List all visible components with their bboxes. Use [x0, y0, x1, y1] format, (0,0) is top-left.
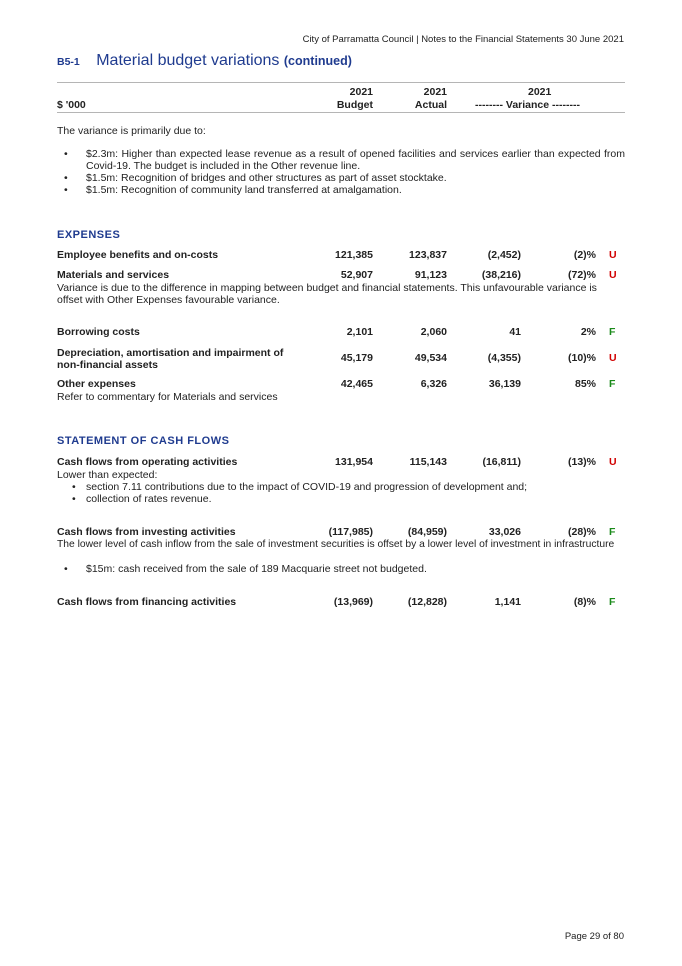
- col-budget-year: 2021: [349, 86, 373, 98]
- col-budget: Budget: [336, 99, 373, 111]
- cell-budget: 2,101: [346, 326, 373, 338]
- col-actual-year: 2021: [423, 86, 447, 98]
- cell-budget: 52,907: [340, 269, 373, 281]
- cashflows-heading: STATEMENT OF CASH FLOWS: [57, 435, 230, 447]
- cell-variance-pct: (72)%: [567, 269, 596, 281]
- header-rule-bottom: [57, 112, 625, 113]
- flag-favourable: F: [609, 526, 616, 538]
- operating-bullet-2: collection of rates revenue.: [86, 493, 212, 505]
- cell-actual: 91,123: [414, 269, 447, 281]
- col-actual: Actual: [414, 99, 447, 111]
- cell-actual: (84,959): [407, 526, 447, 538]
- flag-favourable: F: [609, 596, 616, 608]
- cell-actual: 6,326: [420, 378, 447, 390]
- revenue-bullet-1: $2.3m: Higher than expected lease revenue as a result of opened facilities and services earlier than expected from Covid-19. The budget is included in the Other revenue line.: [86, 148, 625, 172]
- cell-actual: 49,534: [414, 352, 447, 364]
- row-label: Cash flows from operating activities: [57, 456, 238, 468]
- bullet: •: [72, 493, 76, 505]
- section-title-suffix: (continued): [283, 54, 352, 68]
- revenue-bullet-2: $1.5m: Recognition of bridges and other structures as part of asset stocktake.: [86, 172, 447, 184]
- col-variance-year: 2021: [528, 86, 552, 98]
- cell-actual: 123,837: [409, 249, 447, 261]
- cell-variance-pct: 85%: [574, 378, 596, 390]
- revenue-bullet-3: $1.5m: Recognition of community land transferred at amalgamation.: [86, 184, 402, 196]
- revenue-intro: The variance is primarily due to:: [57, 125, 206, 137]
- cell-variance: 36,139: [488, 378, 521, 390]
- expenses-heading: EXPENSES: [57, 229, 121, 241]
- cell-variance-pct: (2)%: [573, 249, 596, 261]
- cell-variance: 33,026: [488, 526, 521, 538]
- flag-favourable: F: [609, 326, 616, 338]
- bullet: •: [64, 172, 68, 184]
- section-title: [57, 52, 352, 70]
- cell-variance-pct: (10)%: [567, 352, 596, 364]
- page-number: Page 29 of 80: [564, 931, 624, 942]
- running-header: City of Parramatta Council | Notes to the Financial Statements 30 June 2021: [302, 34, 624, 45]
- cell-variance: (2,452): [487, 249, 521, 261]
- bullet: •: [72, 481, 76, 493]
- row-note: Refer to commentary for Materials and services: [57, 391, 278, 403]
- row-label: Materials and services: [57, 269, 170, 281]
- col-variance: -------- Variance --------: [475, 99, 580, 111]
- cell-variance: (4,355): [487, 352, 521, 364]
- bullet: •: [64, 184, 68, 196]
- cell-variance-pct: 2%: [580, 326, 596, 338]
- bullet: •: [64, 563, 68, 575]
- flag-unfavourable: U: [609, 249, 617, 261]
- cell-budget: 45,179: [340, 352, 373, 364]
- investing-bullet-1: $15m: cash received from the sale of 189 Macquarie street not budgeted.: [86, 563, 427, 575]
- cell-variance-pct: (13)%: [567, 456, 596, 468]
- cell-budget: 42,465: [340, 378, 373, 390]
- cell-actual: (12,828): [407, 596, 447, 608]
- cell-actual: 2,060: [420, 326, 447, 338]
- row-label: Depreciation, amortisation and impairment of: [57, 347, 284, 359]
- row-label: Cash flows from investing activities: [57, 526, 236, 538]
- row-note: Variance is due to the difference in mapping between budget and financial statements. This unfavourable variance is offset with Other Expenses favourable variance.: [57, 282, 597, 306]
- cell-variance-pct: (28)%: [567, 526, 596, 538]
- bullet: •: [64, 148, 68, 160]
- row-note: The lower level of cash inflow from the sale of investment securities is offset by a lower level of investment in infrastructure: [57, 539, 615, 550]
- col-unit: $ '000: [57, 99, 86, 111]
- row-label-line2: non-financial assets: [57, 359, 158, 371]
- row-note: Lower than expected:: [57, 469, 158, 481]
- row-label: Employee benefits and on-costs: [57, 249, 219, 261]
- row-label: Other expenses: [57, 378, 136, 390]
- cell-variance: (38,216): [481, 269, 521, 281]
- row-label: Borrowing costs: [57, 326, 140, 338]
- section-number: B5-1: [57, 56, 80, 68]
- cell-budget: (13,969): [333, 596, 373, 608]
- operating-bullet-1: section 7.11 contributions due to the impact of COVID-19 and progression of development and;: [86, 481, 528, 493]
- cell-variance: 41: [509, 326, 521, 338]
- cell-actual: 115,143: [409, 456, 447, 468]
- flag-unfavourable: U: [609, 456, 617, 468]
- section-title-text: Material budget variations: [96, 52, 280, 69]
- row-label: Cash flows from financing activities: [57, 596, 237, 608]
- cell-variance: (16,811): [482, 456, 521, 468]
- flag-unfavourable: U: [609, 269, 617, 281]
- cell-budget: (117,985): [328, 526, 373, 538]
- cell-variance-pct: (8)%: [573, 596, 596, 608]
- cell-budget: 131,954: [335, 456, 373, 468]
- cell-variance: 1,141: [494, 596, 521, 608]
- flag-unfavourable: U: [609, 352, 617, 364]
- cell-budget: 121,385: [335, 249, 373, 261]
- header-rule-top: [57, 82, 625, 83]
- flag-favourable: F: [609, 378, 616, 390]
